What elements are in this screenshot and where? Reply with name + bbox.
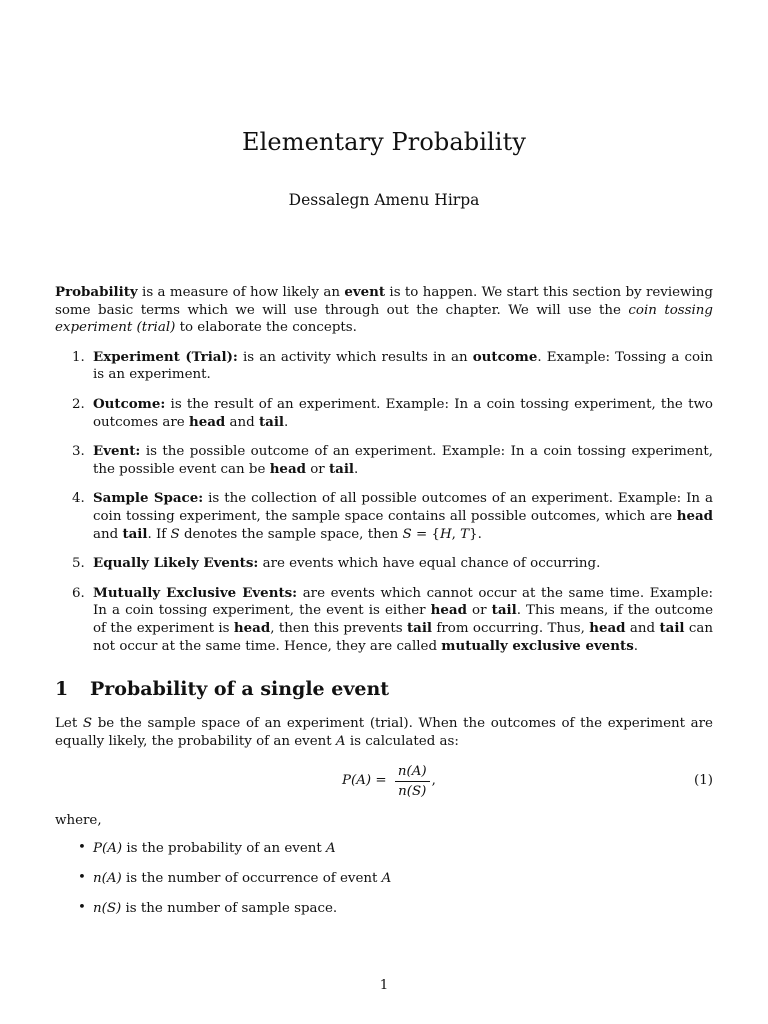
where-label: where,	[55, 813, 102, 829]
list-item: • n(S) is the number of sample space.	[78, 900, 338, 917]
section-number: 1	[55, 678, 69, 701]
document-body	[55, 284, 713, 930]
definition-term: Outcome:	[93, 395, 166, 412]
fraction-denominator: n(S)	[398, 783, 427, 799]
bullet-icon: •	[78, 869, 86, 885]
document-title: Elementary Probability	[242, 128, 526, 156]
list-item: 3. Event: is the possible outcome of an experiment. Example: In a coin tossing experiment, the possible event can be head or tail.	[72, 443, 713, 477]
page-number: 1	[379, 978, 389, 993]
equation-block	[55, 760, 713, 802]
author-name: Dessalegn Amenu Hirpa	[288, 191, 480, 209]
section-paragraph: Let S be the sample space of an experiment (trial). When the outcomes of the experiment are equally likely, the probability of an event A is calculated as:	[55, 716, 713, 749]
list-item: • n(A) is the number of occurrence of event A	[78, 869, 392, 886]
probability-formula: P (A) = $\frac{n(A)}{n(S)}$ ,	[342, 763, 436, 799]
fraction-numerator: n(A)	[395, 763, 430, 782]
list-item: 6. Mutually Exclusive Events: are events which cannot occur at the same time. Example: In a coin tossing experiment, the event is either head or tail. This means, if the outcome of the experiment is head, then this prevents tail from occurring. Thus, head and tail can not occur at the same time. Hence, they are called mutually exclusive events.	[72, 584, 714, 654]
list-item: 4. Sample Space: is the collection of all possible outcomes of an experiment. Example: In a coin tossing experiment, the sample space contains all possible outcomes, which are head and tail. If S denotes the sample space, then S = {H, T}.	[72, 490, 713, 542]
definition-term: Mutually Exclusive Events:	[93, 584, 298, 601]
intro-paragraph: Probability is a measure of how likely an event is to happen. We start this section by reviewing some basic terms which we will use through out the chapter. We will use the coin tossing experiment (trial) to elaborate the concepts.	[55, 284, 713, 336]
list-item: 1. Experiment (Trial): is an activity which results in an outcome. Example: Tossing a coin is an experiment.	[72, 348, 713, 383]
definitions-list	[55, 349, 713, 655]
definition-term: Sample Space:	[93, 490, 204, 507]
equation-number: (1)	[694, 773, 713, 789]
list-item: 5. Equally Likely Events: are events which have equal chance of occurring.	[72, 555, 601, 572]
bullet-icon: •	[78, 900, 86, 916]
list-item: • P(A) is the probability of an event A	[78, 839, 336, 856]
section-heading	[55, 677, 713, 701]
bullet-list	[55, 840, 713, 918]
definition-term: Equally Likely Events:	[93, 555, 259, 572]
bullet-icon: •	[78, 839, 86, 855]
definition-term: Event:	[93, 443, 141, 460]
fraction	[395, 763, 430, 800]
list-item: 2. Outcome: is the result of an experiment. Example: In a coin tossing experiment, the two outcomes are head and tail.	[72, 395, 713, 430]
definition-term: Experiment (Trial):	[93, 348, 238, 365]
section-title: Probability of a single event	[90, 678, 390, 701]
